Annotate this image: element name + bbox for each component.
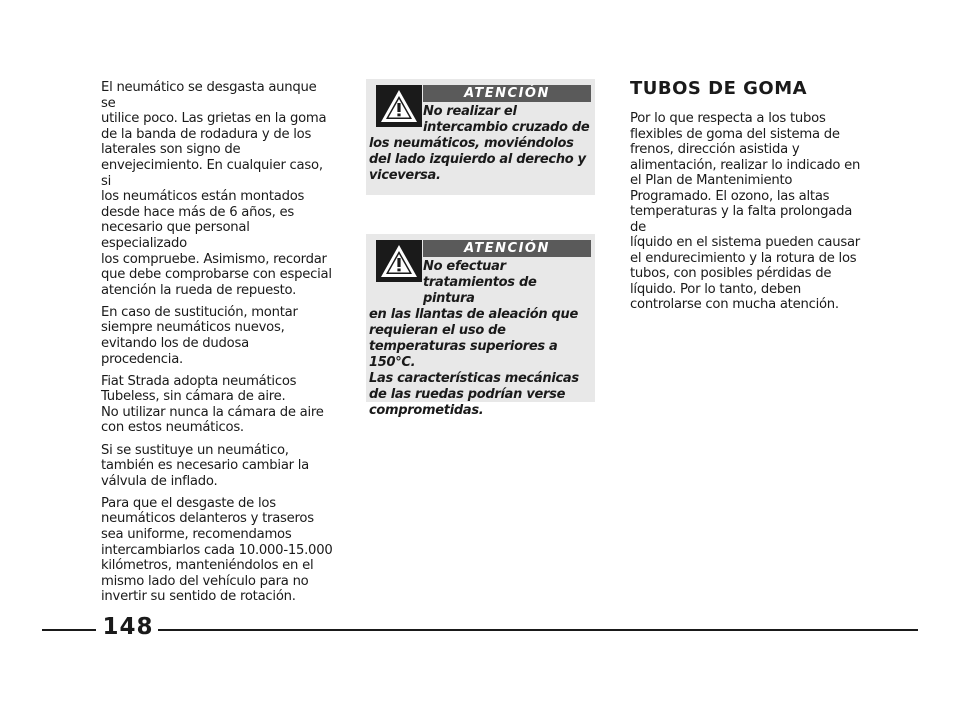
warning-text-rest: los neumáticos, moviéndolos del lado izquierdo al derecho y viceversa. xyxy=(369,136,586,183)
warning-box-cross-rotation xyxy=(366,79,595,195)
warning-title: ATENCIÓN xyxy=(423,85,591,102)
footer-rule-left xyxy=(42,629,96,631)
paragraph-replacement: En caso de sustitución, montar siempre neumáticos nuevos, evitando los de dudosa procedencia. xyxy=(101,304,298,367)
warning-box-paint-treatment xyxy=(366,234,595,418)
section-title: TUBOS DE GOMA xyxy=(630,78,808,99)
section-body: Por lo que respecta a los tubos flexibles de goma del sistema de frenos, dirección asistida y alimentación, realizar lo indicado en el Plan de Mantenimiento Programado. El ozono, las altas temperaturas y la falta prolongada de líquido en el sistema pueden causar el endurecimiento y la rotura de los tubos, con posibles pérdidas de líquido. Por lo tanto, deben controlarse con mucha atención. xyxy=(630,111,861,312)
paragraph-rotation: Para que el desgaste de los neumáticos delanteros y traseros sea uniforme, recomendamos intercambiarlos cada 10.000-15.000 kilómetros, manteniéndolos en el mismo lado del vehículo para no invertir su sentido de rotación. xyxy=(101,495,333,605)
paragraph-tubeless: Fiat Strada adopta neumáticos Tubeless, sin cámara de aire. No utilizar nunca la cámara de aire con estos neumáticos. xyxy=(101,373,324,436)
warning-text-lead: No efectuar tratamientos de pintura xyxy=(423,259,537,306)
paragraph-valve: Si se sustituye un neumático, también es necesario cambiar la válvula de inflado. xyxy=(101,442,310,489)
warning-text-lead: No realizar el intercambio cruzado de xyxy=(423,104,590,135)
warning-text xyxy=(369,259,591,419)
paragraph-tire-wear: El neumático se desgasta aunque se utilice poco. Las grietas en la goma de la banda de rodadura y de los laterales son signo de envejecimiento. En cualquier caso, si los neumáticos están montados desde hace más de 6 años, es necesario que personal especializado los compruebe. Asimismo, recordar que debe comprobarse con especial atención la rueda de repuesto. xyxy=(101,80,332,298)
right-column xyxy=(630,78,870,313)
left-column xyxy=(101,80,333,612)
warning-title: ATENCIÓN xyxy=(423,240,591,257)
page-number: 148 xyxy=(102,614,154,640)
warning-text xyxy=(369,104,591,184)
footer-rule-right xyxy=(158,629,918,631)
warning-text-rest: en las llantas de aleación que requieran el uso de temperaturas superiores a 150°C. Las características mecánicas de las ruedas podrían verse comprometidas. xyxy=(369,307,579,418)
